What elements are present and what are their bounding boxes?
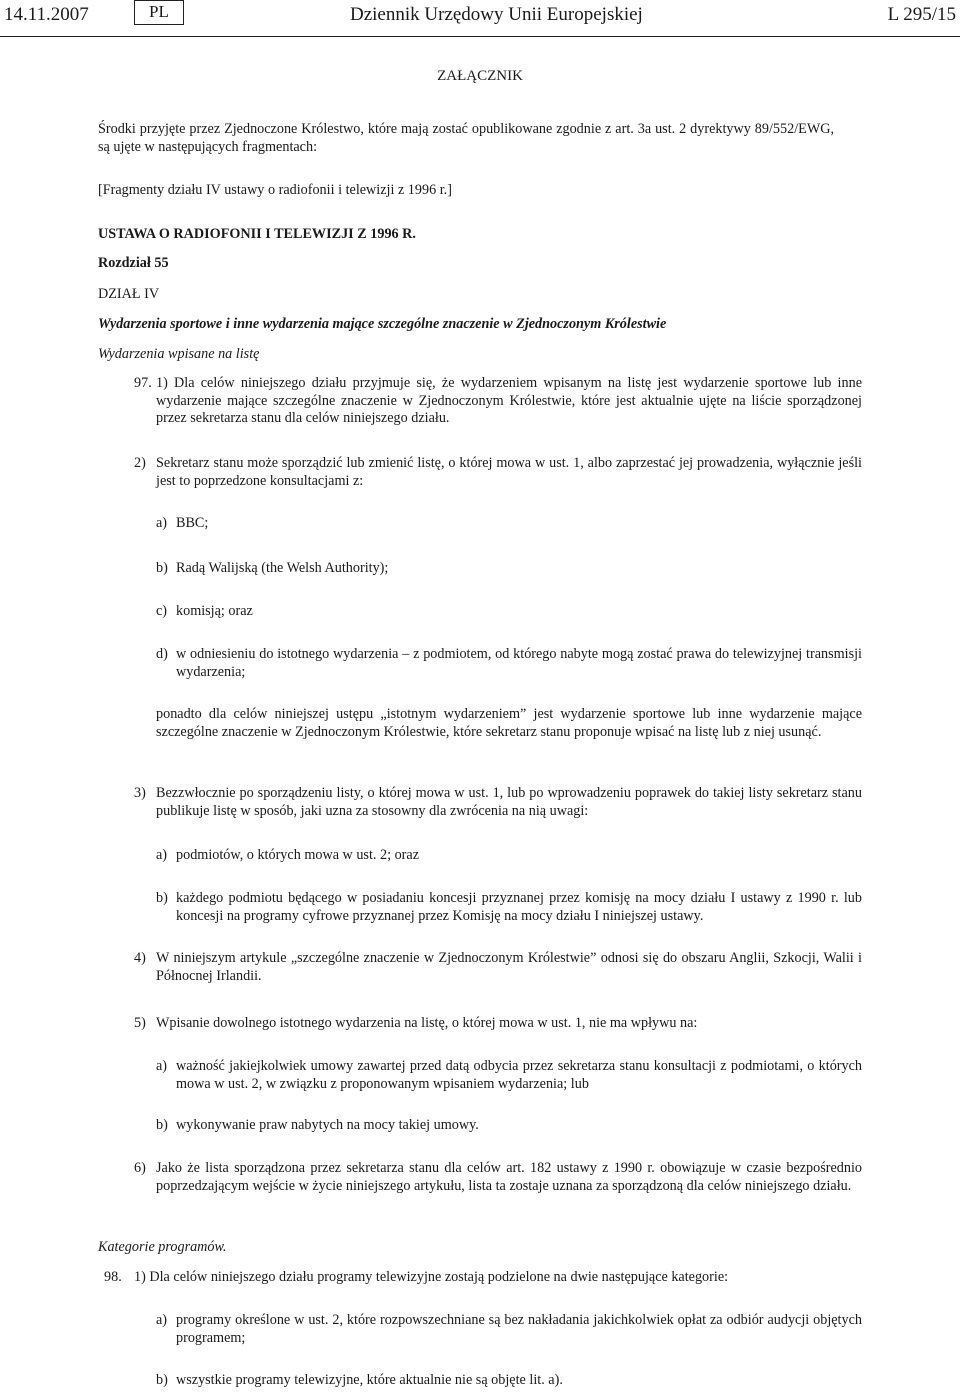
- page-reference: L 295/15: [887, 4, 956, 25]
- item-text: programy określone w ust. 2, które rozpowszechniane są bez nakładania jakichkolwiek opłat za odbiór audycji objętych programem;: [176, 1312, 862, 1346]
- item-text: podmiotów, o których mowa w ust. 2; oraz: [176, 847, 419, 863]
- item-label: b): [156, 1372, 168, 1388]
- fragments-note: [Fragmenty działu IV ustawy o radiofonii i telewizji z 1996 r.]: [98, 182, 452, 198]
- item-text: BBC;: [176, 515, 209, 531]
- item-text: Radą Walijską (the Welsh Authority);: [176, 560, 389, 576]
- item-label: b): [156, 1117, 168, 1133]
- item-label: a): [156, 1058, 168, 1074]
- annex-title: ZAŁĄCZNIK: [437, 68, 523, 84]
- para-4-number: 4): [134, 950, 146, 966]
- division-heading: DZIAŁ IV: [98, 286, 160, 302]
- section-97-para-4: W niniejszym artykule „szczególne znaczenie w Zjednoczonym Królestwie” odnosi się do obszaru Anglii, Szkocji, Walii i Północnej Irlandii.: [156, 950, 862, 984]
- item-label: a): [156, 1312, 168, 1328]
- header-rule: [0, 36, 960, 37]
- section-97-para-1: 1) Dla celów niniejszego działu przyjmuje się, że wydarzeniem wpisanym na listę jest wydarzenie sportowe lub inne wydarzenie mające szczególne znaczenie w Zjednoczonym Królestwie, które jest aktualnie ujęte na liście sporządzonej przez sekretarza stanu dla celów niniejszego działu.: [156, 375, 862, 426]
- para-6-number: 6): [134, 1160, 146, 1176]
- item-text: w odniesieniu do istotnego wydarzenia – z podmiotem, od którego nabyte mogą zostać prawa do telewizyjnej transmisji wydarzenia;: [176, 646, 862, 680]
- division-title: Wydarzenia sportowe i inne wydarzenia mające szczególne znaczenie w Zjednoczonym Królestwie: [98, 316, 667, 332]
- item-label: c): [156, 603, 168, 619]
- section-97-para-5: Wpisanie dowolnego istotnego wydarzenia na listę, o której mowa w ust. 1, nie ma wpływu na:: [156, 1015, 698, 1031]
- item-label: b): [156, 560, 168, 576]
- para-2-number: 2): [134, 455, 146, 471]
- para-3-number: 3): [134, 785, 146, 801]
- item-label: a): [156, 847, 168, 863]
- item-label: a): [156, 515, 168, 531]
- item-label: b): [156, 890, 168, 906]
- item-label: d): [156, 646, 168, 662]
- section-98-para-1: 1) Dla celów niniejszego działu programy telewizyjne zostają podzielone na dwie następujące kategorie:: [134, 1269, 729, 1285]
- section-97-number: 97.: [134, 375, 152, 391]
- journal-title: Dziennik Urzędowy Unii Europejskiej: [350, 4, 643, 25]
- section-97-para-2: Sekretarz stanu może sporządzić lub zmienić listę, o której mowa w ust. 1, albo zaprzestać jej prowadzenia, wyłącznie jeśli jest to poprzedzone konsultacjami z:: [156, 455, 862, 489]
- subheading-categories: Kategorie programów.: [98, 1239, 227, 1255]
- section-97-para-6: Jako że lista sporządzona przez sekretarza stanu dla celów art. 182 ustawy z 1990 r. obowiązuje w czasie bezpośrednio poprzedzającym wejście w życie niniejszego artykułu, lista ta zostaje uznana za sporządzoną dla celów niniejszego działu.: [156, 1160, 862, 1194]
- section-98-number: 98.: [104, 1269, 122, 1285]
- intro-paragraph: Środki przyjęte przez Zjednoczone Królestwo, które mają zostać opublikowane zgodnie z art. 3a ust. 2 dyrektywy 89/552/EWG, są ujęte w następujących fragmentach:: [98, 121, 834, 155]
- journal-header: [0, 0, 960, 40]
- para-5-number: 5): [134, 1015, 146, 1031]
- item-text: wykonywanie praw nabytych na mocy takiej umowy.: [176, 1117, 479, 1133]
- para-2-tail: ponadto dla celów niniejszej ustępu „istotnym wydarzeniem” jest wydarzenie sportowe lub inne wydarzenie mające szczególne znaczenie w Zjednoczonym Królestwie, które sekretarz stanu proponuje wpisać na listę lub z niej usunąć.: [156, 706, 862, 740]
- item-text: komisją; oraz: [176, 603, 253, 619]
- chapter-heading: Rozdział 55: [98, 255, 169, 271]
- item-text: wszystkie programy telewizyjne, które aktualnie nie są objęte lit. a).: [176, 1372, 563, 1388]
- act-title: USTAWA O RADIOFONII I TELEWIZJI Z 1996 R.: [98, 226, 416, 242]
- section-97-para-3: Bezzwłocznie po sporządzeniu listy, o której mowa w ust. 1, lub po wprowadzeniu poprawek do takiej listy sekretarz stanu publikuje listę w sposób, jaki uzna za stosowny dla zwrócenia na nią uwagi:: [156, 785, 862, 819]
- publication-date: 14.11.2007: [4, 4, 89, 25]
- item-text: każdego podmiotu będącego w posiadaniu koncesji przyznanej przez komisję na mocy działu I ustawy z 1990 r. lub koncesji na programy cyfrowe przyznanej przez Komisję na mocy działu I niniejszej ustawy.: [176, 890, 862, 924]
- item-text: ważność jakiejkolwiek umowy zawartej przed datą odbycia przez sekretarza stanu konsultacji z podmiotami, o których mowa w ust. 2, w związku z proponowanym wpisaniem wydarzenia; lub: [176, 1058, 862, 1092]
- language-badge: PL: [134, 0, 184, 25]
- subheading-listed-events: Wydarzenia wpisane na listę: [98, 346, 260, 362]
